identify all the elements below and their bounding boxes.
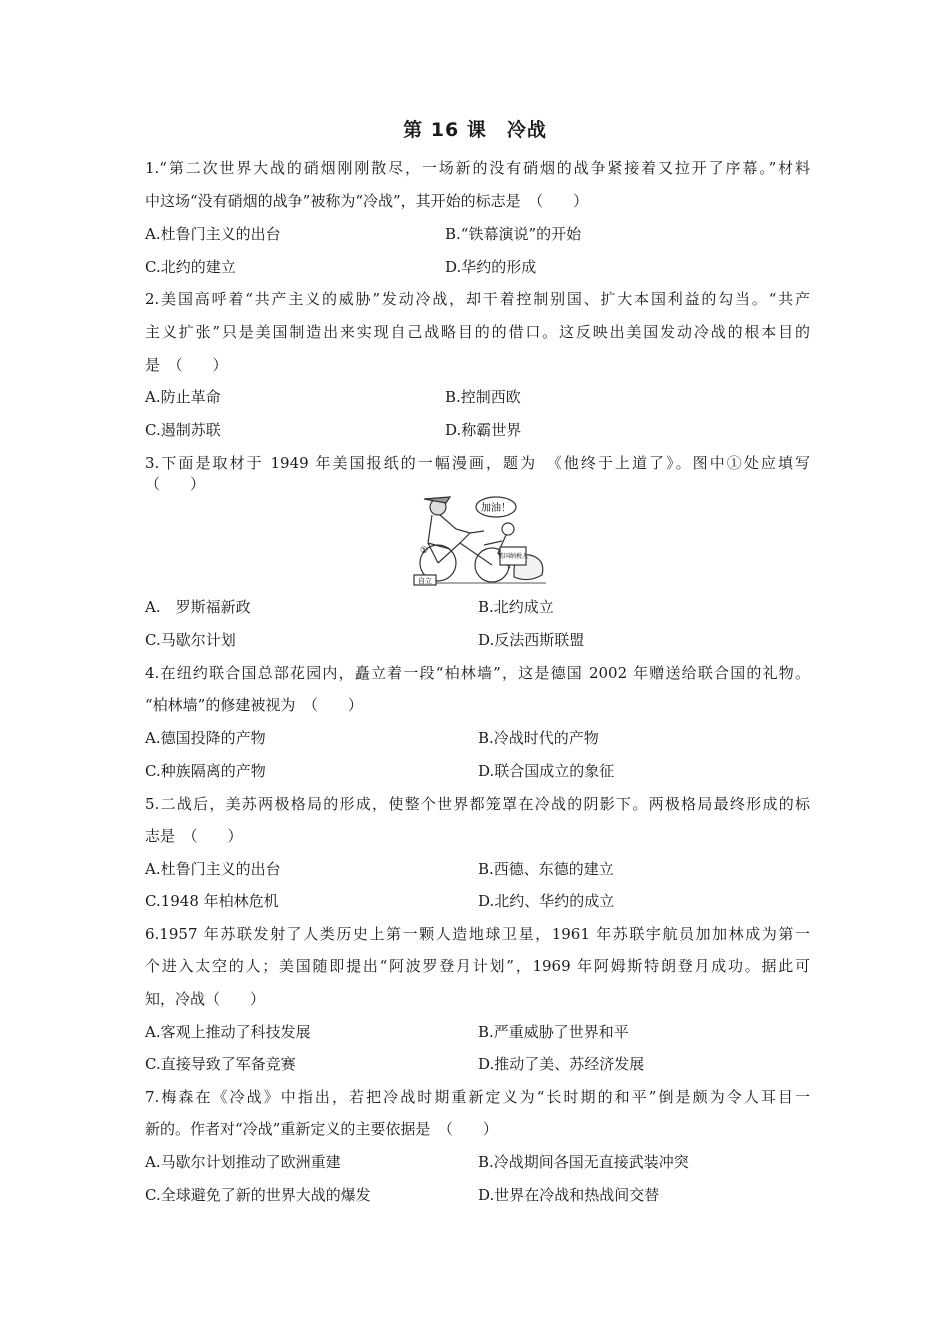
q7-option-c[interactable]: C.全球避免了新的世界大战的爆发 — [145, 1186, 371, 1204]
q6-line-3: 知，冷战（ ） — [145, 990, 266, 1008]
q5-option-a[interactable]: A.杜鲁门主义的出台 — [145, 860, 281, 878]
q4-line-1: 4.在纽约联合国总部花园内，矗立着一段“柏林墙”，这是德国 2002 年赠送给联合国的礼物。 — [145, 664, 810, 682]
q1-option-a[interactable]: A.杜鲁门主义的出台 — [145, 225, 281, 243]
q3-option-d[interactable]: D.反法西斯联盟 — [478, 631, 585, 649]
q2-line-2: 主义扩张”只是美国制造出来实现自己战略目的的借口。这反映出美国发动冷战的根本目的 — [145, 323, 810, 341]
q6-line-2: 个进入太空的人；美国随即提出“阿波罗登月计划”，1969 年阿姆斯特朗登月成功。据此可 — [145, 957, 810, 975]
q3-option-b[interactable]: B.北约成立 — [478, 598, 554, 616]
q5-line-1: 5.二战后，美苏两极格局的形成，使整个世界都笼罩在冷战的阴影下。两极格局最终形成的标 — [145, 795, 810, 813]
q3-line-1: 3.下面是取材于 1949 年美国报纸的一幅漫画，题为 《他终于上道了》。图中①处应填写 — [145, 454, 810, 472]
q1-line-1: 1.“第二次世界大战的硝烟刚刚散尽，一场新的没有硝烟的战争紧接着又拉开了序幕。”材料 — [145, 159, 810, 177]
q6-option-b[interactable]: B.严重威胁了世界和平 — [478, 1023, 629, 1041]
q7-line-1: 7.梅森在《冷战》中指出，若把冷战时期重新定义为“长时期的和平”倒是颇为令人耳目一 — [145, 1088, 810, 1106]
q7-option-a[interactable]: A.马歇尔计划推动了欧洲重建 — [145, 1153, 341, 1171]
q3-option-c[interactable]: C.马歇尔计划 — [145, 631, 236, 649]
cartoon-tag-text: 美国纳税人 — [497, 553, 529, 560]
q7-line-2: 新的。作者对“冷战”重新定义的主要依据是 （ ） — [145, 1120, 498, 1138]
q4-option-b[interactable]: B.冷战时代的产物 — [478, 729, 599, 747]
q2-option-c[interactable]: C.遏制苏联 — [145, 421, 221, 439]
page-title: 第 16 课 冷战 — [403, 119, 547, 141]
q1-line-2: 中这场“没有硝烟的战争”被称为“冷战”，其开始的标志是 （ ） — [145, 192, 589, 210]
q2-option-d[interactable]: D.称霸世界 — [445, 421, 522, 439]
q6-option-a[interactable]: A.客观上推动了科技发展 — [145, 1023, 311, 1041]
q5-line-2: 志是 （ ） — [145, 827, 243, 845]
cartoon-wheel-text: 自立 — [418, 577, 432, 585]
q5-option-b[interactable]: B.西德、东德的建立 — [478, 860, 614, 878]
q4-line-2: “柏林墙”的修建被视为 （ ） — [145, 696, 363, 714]
cartoon-pusher-head — [502, 523, 514, 535]
q6-line-1: 6.1957 年苏联发射了人类历史上第一颗人造地球卫星，1961 年苏联宇航员加加林成为第一 — [145, 925, 810, 943]
cartoon-marker-text: ① — [419, 546, 429, 556]
q7-option-b[interactable]: B.冷战期间各国无直接武装冲突 — [478, 1153, 689, 1171]
q3-line-2: （ ） — [145, 475, 206, 493]
cartoon-image — [410, 493, 550, 588]
q2-line-3: 是 （ ） — [145, 356, 228, 374]
q4-option-d[interactable]: D.联合国成立的象征 — [478, 762, 615, 780]
cartoon-bubble-text: 加油！ — [481, 503, 511, 514]
q4-option-c[interactable]: C.种族隔离的产物 — [145, 762, 266, 780]
q2-line-1: 2.美国高呼着“共产主义的威胁”发动冷战，却干着控制别国、扩大本国利益的勾当。“共产 — [145, 290, 810, 308]
q1-option-c[interactable]: C.北约的建立 — [145, 258, 236, 276]
q7-option-d[interactable]: D.世界在冷战和热战间交替 — [478, 1186, 660, 1204]
q1-option-d[interactable]: D.华约的形成 — [445, 258, 537, 276]
q6-option-d[interactable]: D.推动了美、苏经济发展 — [478, 1055, 645, 1073]
q1-option-b[interactable]: B.“铁幕演说”的开始 — [445, 225, 582, 243]
q6-option-c[interactable]: C.直接导致了军备竞赛 — [145, 1055, 296, 1073]
q5-option-c[interactable]: C.1948 年柏林危机 — [145, 892, 279, 910]
q2-option-a[interactable]: A.防止革命 — [145, 388, 221, 406]
q5-option-d[interactable]: D.北约、华约的成立 — [478, 892, 615, 910]
q3-option-a[interactable]: A. 罗斯福新政 — [145, 598, 251, 616]
q4-option-a[interactable]: A.德国投降的产物 — [145, 729, 266, 747]
q2-option-b[interactable]: B.控制西欧 — [445, 388, 521, 406]
